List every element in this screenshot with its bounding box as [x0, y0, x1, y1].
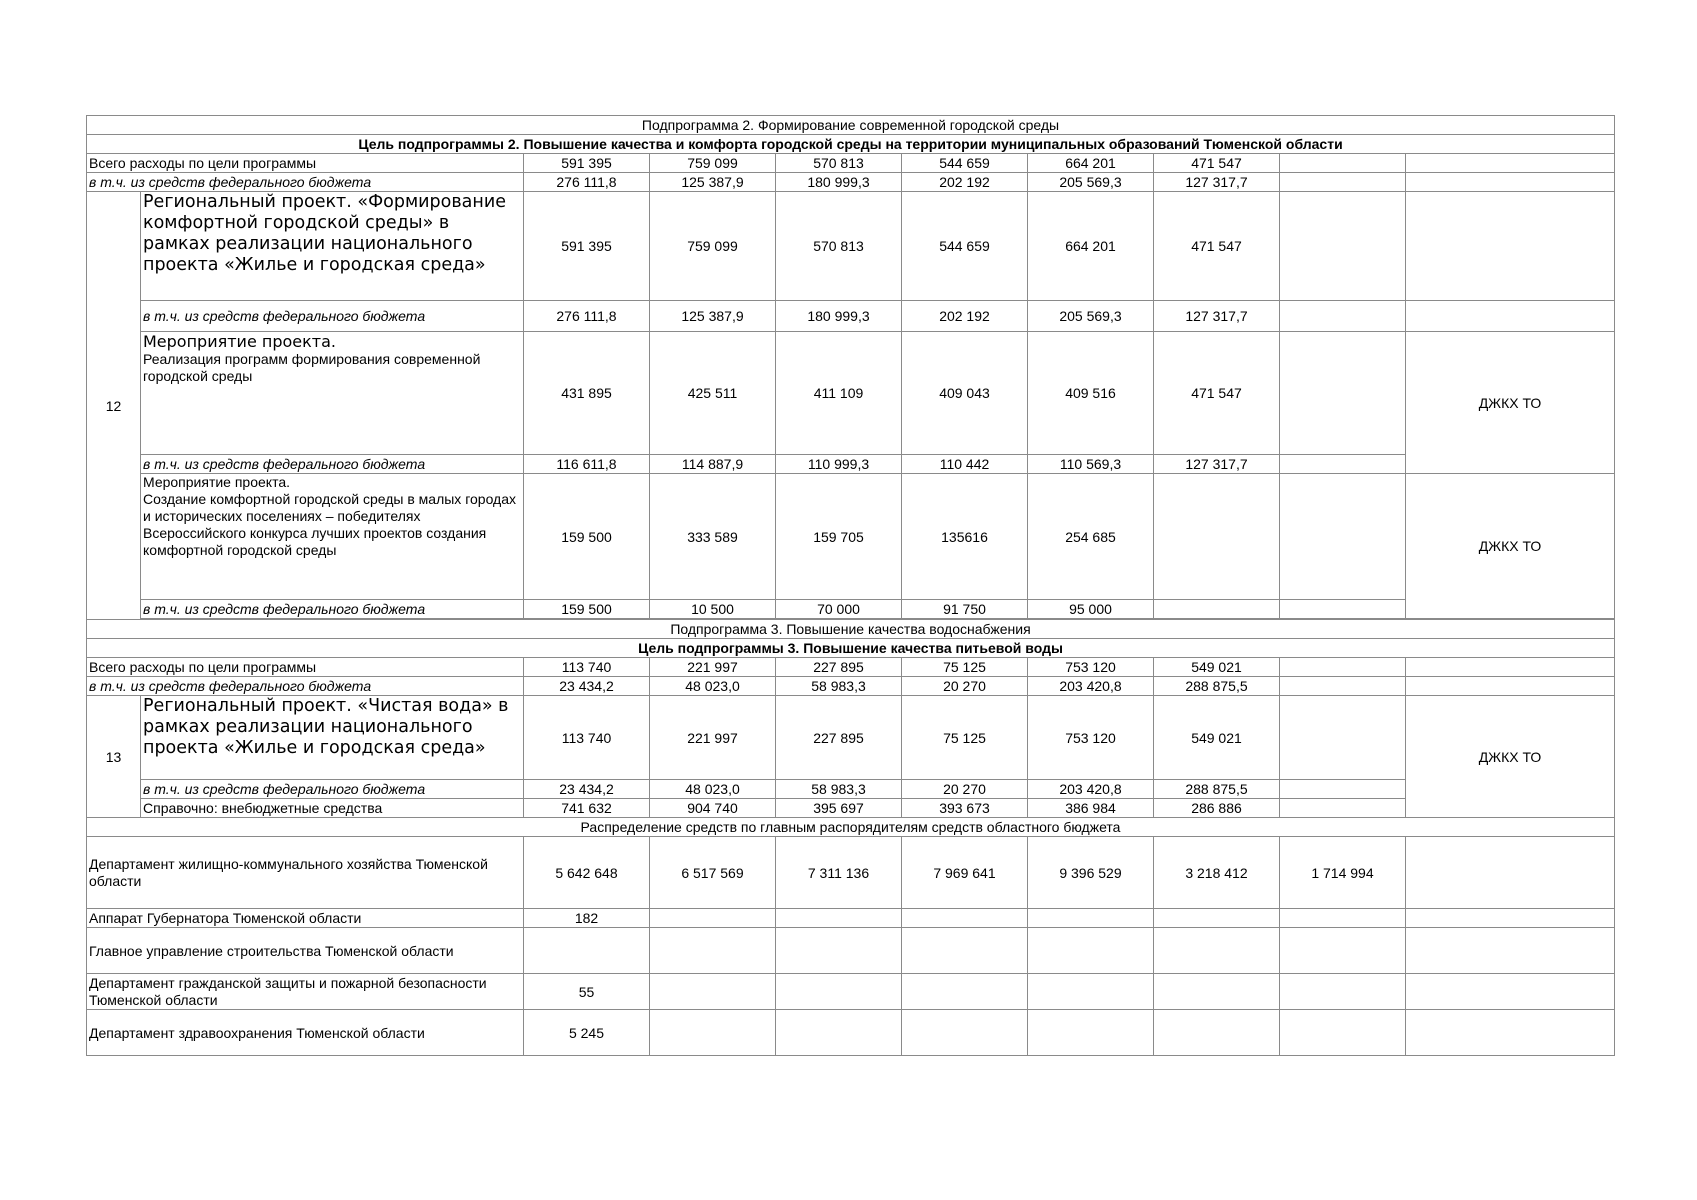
table-cell: 759 099	[650, 192, 776, 301]
table-cell: 431 895	[524, 332, 650, 455]
table-cell: 276 111,8	[524, 301, 650, 332]
table-row	[87, 799, 1615, 818]
table-cell	[1406, 928, 1615, 974]
row-label: в т.ч. из средств федерального бюджета	[141, 780, 524, 799]
table-cell: 409 516	[1028, 332, 1154, 455]
table-row	[87, 909, 1615, 928]
table-cell: 227 895	[776, 696, 902, 780]
table-cell: 159 705	[776, 474, 902, 600]
table-cell: 471 547	[1154, 154, 1280, 173]
table-cell: 7 969 641	[902, 837, 1028, 909]
table-cell	[1154, 1010, 1280, 1056]
table-cell: 182	[524, 909, 650, 928]
subprogram-3-header-row	[87, 620, 1615, 639]
table-cell: 1 714 994	[1280, 837, 1406, 909]
table-cell	[1406, 837, 1615, 909]
table-cell: 110 442	[902, 455, 1028, 474]
measure-title: Мероприятие проекта.	[143, 474, 291, 490]
table-cell: 425 511	[650, 332, 776, 455]
table-cell	[1280, 780, 1406, 799]
table-cell	[902, 909, 1028, 928]
row-label: Департамент гражданской защиты и пожарной безопасности Тюменской области	[87, 974, 524, 1010]
table-cell	[1406, 154, 1615, 173]
row-label: в т.ч. из средств федерального бюджета	[141, 600, 524, 619]
table-cell	[776, 909, 902, 928]
table-row	[87, 1010, 1615, 1056]
table-cell: 544 659	[902, 154, 1028, 173]
table-cell: 125 387,9	[650, 301, 776, 332]
executor-cell: ДЖКХ ТО	[1406, 696, 1615, 818]
row-label: Всего расходы по цели программы	[87, 658, 524, 677]
row-label: Главное управление строительства Тюменской области	[87, 928, 524, 974]
table-cell: 113 740	[524, 658, 650, 677]
table-cell: 135616	[902, 474, 1028, 600]
table-cell	[1280, 928, 1406, 974]
table-cell	[1406, 1010, 1615, 1056]
table-cell	[902, 974, 1028, 1010]
table-row	[87, 173, 1615, 192]
table-cell	[1280, 677, 1406, 696]
row-label: Всего расходы по цели программы	[87, 154, 524, 173]
executor-cell: ДЖКХ ТО	[1406, 474, 1615, 619]
table-cell: 180 999,3	[776, 301, 902, 332]
row-label: в т.ч. из средств федерального бюджета	[87, 677, 524, 696]
measure-text: Реализация программ формирования современной городской среды	[143, 351, 481, 384]
table-cell	[1154, 474, 1280, 600]
table-cell	[524, 928, 650, 974]
table-cell: 386 984	[1028, 799, 1154, 818]
table-cell: 741 632	[524, 799, 650, 818]
table-cell: 205 569,3	[1028, 301, 1154, 332]
table-cell: 58 983,3	[776, 780, 902, 799]
table-row	[87, 332, 1615, 455]
table-cell: 23 434,2	[524, 677, 650, 696]
row-label: Справочно: внебюджетные средства	[141, 799, 524, 818]
table-cell: 471 547	[1154, 192, 1280, 301]
table-cell: 411 109	[776, 332, 902, 455]
table-cell	[776, 974, 902, 1010]
table-cell: 127 317,7	[1154, 173, 1280, 192]
row-label: в т.ч. из средств федерального бюджета	[87, 173, 524, 192]
row-label: Аппарат Губернатора Тюменской области	[87, 909, 524, 928]
table-cell	[1406, 658, 1615, 677]
table-cell: 664 201	[1028, 192, 1154, 301]
table-cell	[1154, 974, 1280, 1010]
table-cell: 48 023,0	[650, 780, 776, 799]
table-cell: 20 270	[902, 780, 1028, 799]
measure-2-label	[141, 474, 524, 600]
table-cell	[902, 1010, 1028, 1056]
table-cell: 127 317,7	[1154, 455, 1280, 474]
measure-text: Создание комфортной городской среды в малых городах и исторических поселениях – победителях Всероссийского конкурса лучших проектов создания комфортной городской среды	[143, 491, 516, 558]
table-cell: 110 569,3	[1028, 455, 1154, 474]
table-cell: 70 000	[776, 600, 902, 619]
row-label: Департамент жилищно-коммунального хозяйства Тюменской области	[87, 837, 524, 909]
table-cell: 286 886	[1154, 799, 1280, 818]
table-cell: 116 611,8	[524, 455, 650, 474]
table-cell	[1280, 1010, 1406, 1056]
table-row	[87, 658, 1615, 677]
subprogram-2-header-row	[87, 116, 1615, 135]
table-row	[87, 837, 1615, 909]
budget-table	[86, 115, 1615, 1056]
table-cell	[1028, 974, 1154, 1010]
table-cell	[1406, 192, 1615, 301]
table-cell: 202 192	[902, 301, 1028, 332]
table-cell: 3 218 412	[1154, 837, 1280, 909]
row-label: в т.ч. из средств федерального бюджета	[141, 301, 524, 332]
table-cell: 570 813	[776, 154, 902, 173]
table-row	[87, 600, 1615, 619]
table-cell: 6 517 569	[650, 837, 776, 909]
subprogram-2-goal: Цель подпрограммы 2. Повышение качества и комфорта городской среды на территории муниципальных образований Тюменской области	[87, 135, 1615, 154]
table-cell	[1280, 455, 1406, 474]
table-cell	[1280, 173, 1406, 192]
table-cell: 227 895	[776, 658, 902, 677]
table-cell: 549 021	[1154, 658, 1280, 677]
table-cell	[1406, 677, 1615, 696]
table-row	[87, 154, 1615, 173]
subprogram-3-title: Подпрограмма 3. Повышение качества водоснабжения	[87, 620, 1615, 639]
table-cell	[650, 974, 776, 1010]
executor-cell: ДЖКХ ТО	[1406, 332, 1615, 474]
table-cell	[1280, 600, 1406, 619]
table-cell: 570 813	[776, 192, 902, 301]
table-row	[87, 677, 1615, 696]
table-cell: 393 673	[902, 799, 1028, 818]
table-cell: 75 125	[902, 658, 1028, 677]
table-cell: 159 500	[524, 474, 650, 600]
table-cell: 58 983,3	[776, 677, 902, 696]
table-cell	[1154, 909, 1280, 928]
table-cell: 23 434,2	[524, 780, 650, 799]
table-cell: 409 043	[902, 332, 1028, 455]
table-cell	[1406, 173, 1615, 192]
table-cell: 202 192	[902, 173, 1028, 192]
table-cell: 591 395	[524, 154, 650, 173]
table-row	[87, 192, 1615, 301]
table-row	[87, 455, 1615, 474]
table-cell: 9 396 529	[1028, 837, 1154, 909]
table-cell	[776, 1010, 902, 1056]
table-cell: 125 387,9	[650, 173, 776, 192]
table-cell: 75 125	[902, 696, 1028, 780]
table-cell: 127 317,7	[1154, 301, 1280, 332]
table-cell	[1406, 974, 1615, 1010]
table-cell	[650, 1010, 776, 1056]
table-cell: 114 887,9	[650, 455, 776, 474]
table-cell: 759 099	[650, 154, 776, 173]
measure-title: Мероприятие проекта.	[143, 332, 337, 351]
table-row	[87, 974, 1615, 1010]
table-cell	[1280, 909, 1406, 928]
table-cell	[1406, 301, 1615, 332]
table-cell: 91 750	[902, 600, 1028, 619]
table-cell	[1028, 1010, 1154, 1056]
table-cell	[1280, 474, 1406, 600]
table-row	[87, 780, 1615, 799]
table-cell: 753 120	[1028, 658, 1154, 677]
table-cell: 395 697	[776, 799, 902, 818]
table-row	[87, 696, 1615, 780]
table-cell	[1280, 301, 1406, 332]
table-cell	[1280, 658, 1406, 677]
table-cell: 203 420,8	[1028, 677, 1154, 696]
table-cell: 221 997	[650, 696, 776, 780]
table-cell: 254 685	[1028, 474, 1154, 600]
row-label: Департамент здравоохранения Тюменской области	[87, 1010, 524, 1056]
table-cell: 10 500	[650, 600, 776, 619]
table-cell: 544 659	[902, 192, 1028, 301]
table-cell: 159 500	[524, 600, 650, 619]
table-cell: 7 311 136	[776, 837, 902, 909]
table-cell	[1280, 696, 1406, 780]
table-row	[87, 928, 1615, 974]
table-cell: 333 589	[650, 474, 776, 600]
table-cell	[1028, 909, 1154, 928]
table-cell	[902, 928, 1028, 974]
project-label: Региональный проект. «Формирование комфортной городской среды» в рамках реализации национального проекта «Жилье и городская среда»	[141, 192, 524, 301]
table-cell: 591 395	[524, 192, 650, 301]
table-cell: 276 111,8	[524, 173, 650, 192]
table-cell: 5 245	[524, 1010, 650, 1056]
table-cell: 221 997	[650, 658, 776, 677]
table-cell	[1280, 332, 1406, 455]
table-cell: 20 270	[902, 677, 1028, 696]
table-cell	[1280, 192, 1406, 301]
table-row	[87, 474, 1615, 600]
table-row	[87, 301, 1615, 332]
table-cell	[650, 928, 776, 974]
project-label: Региональный проект. «Чистая вода» в рамках реализации национального проекта «Жилье и городская среда»	[141, 696, 524, 780]
table-cell: 203 420,8	[1028, 780, 1154, 799]
measure-1-label	[141, 332, 524, 455]
table-cell: 904 740	[650, 799, 776, 818]
table-cell	[650, 909, 776, 928]
subprogram-3-goal-row	[87, 639, 1615, 658]
subprogram-2-title: Подпрограмма 2. Формирование современной городской среды	[87, 116, 1615, 135]
table-cell	[1406, 909, 1615, 928]
table-cell	[1028, 928, 1154, 974]
table-cell: 288 875,5	[1154, 677, 1280, 696]
table-cell	[1154, 928, 1280, 974]
table-cell: 471 547	[1154, 332, 1280, 455]
table-cell: 95 000	[1028, 600, 1154, 619]
table-cell: 288 875,5	[1154, 780, 1280, 799]
table-cell: 664 201	[1028, 154, 1154, 173]
table-cell	[776, 928, 902, 974]
item-number: 12	[87, 192, 141, 620]
table-cell: 113 740	[524, 696, 650, 780]
table-cell: 110 999,3	[776, 455, 902, 474]
table-cell: 205 569,3	[1028, 173, 1154, 192]
row-label: в т.ч. из средств федерального бюджета	[141, 455, 524, 474]
table-cell	[1154, 600, 1280, 619]
item-number: 13	[87, 696, 141, 818]
table-cell: 5 642 648	[524, 837, 650, 909]
table-cell: 753 120	[1028, 696, 1154, 780]
distribution-title: Распределение средств по главным распорядителям средств областного бюджета	[87, 818, 1615, 837]
table-cell: 55	[524, 974, 650, 1010]
table-cell: 48 023,0	[650, 677, 776, 696]
table-cell	[1280, 154, 1406, 173]
table-cell: 180 999,3	[776, 173, 902, 192]
subprogram-2-goal-row	[87, 135, 1615, 154]
distribution-header-row	[87, 818, 1615, 837]
table-cell	[1280, 974, 1406, 1010]
table-cell	[1280, 799, 1406, 818]
subprogram-3-goal: Цель подпрограммы 3. Повышение качества питьевой воды	[87, 639, 1615, 658]
table-cell: 549 021	[1154, 696, 1280, 780]
